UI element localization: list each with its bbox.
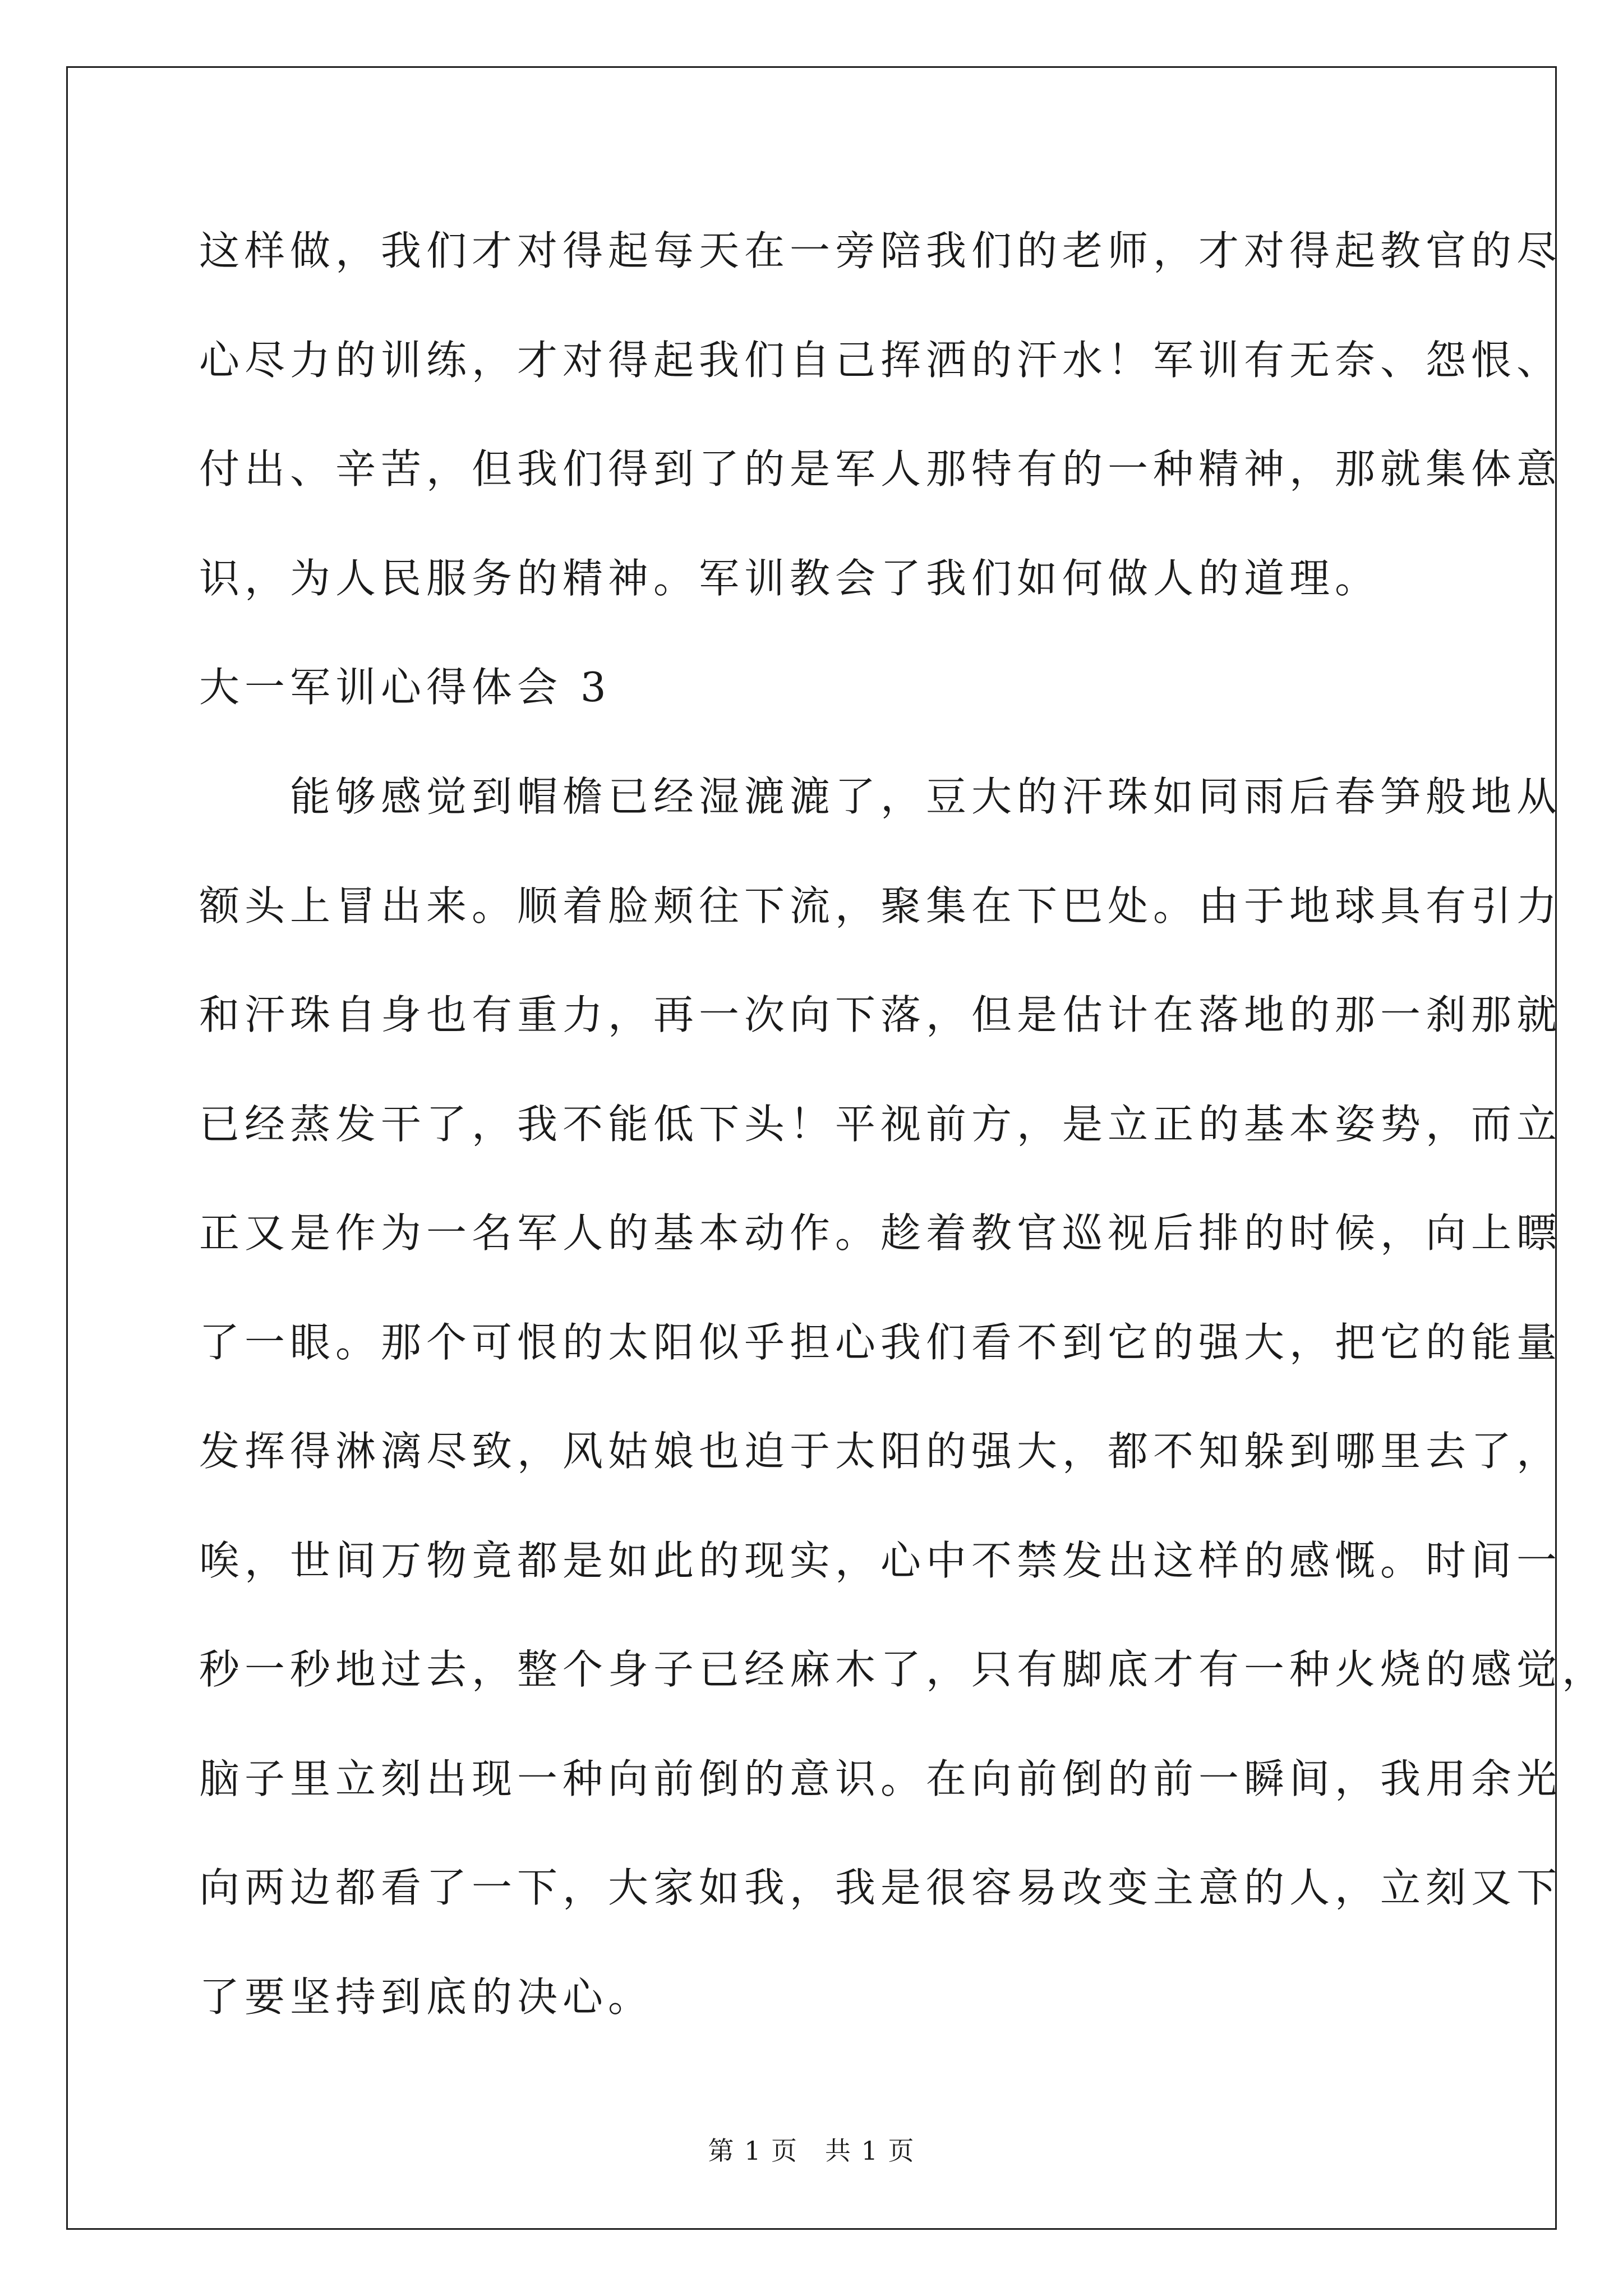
paragraph-line: 正又是作为一名军人的基本动作。趁着教官巡视后排的时候，向上瞟 bbox=[199, 1209, 1562, 1257]
paragraph-line: 付出、辛苦，但我们得到了的是军人那特有的一种精神，那就集体意 bbox=[199, 445, 1562, 493]
section-heading: 大一军训心得体会 3 bbox=[199, 664, 611, 711]
paragraph-line: 心尽力的训练，才对得起我们自己挥洒的汗水！军训有无奈、怨恨、 bbox=[199, 336, 1562, 384]
paragraph-line: 了要坚持到底的决心。 bbox=[199, 1973, 654, 2021]
body-paragraph bbox=[199, 742, 1608, 2051]
paragraph-line: 额头上冒出来。顺着脸颊往下流，聚集在下巴处。由于地球具有引力 bbox=[199, 882, 1562, 930]
paragraph-line: 这样做，我们才对得起每天在一旁陪我们的老师，才对得起教官的尽 bbox=[199, 227, 1562, 274]
paragraph-line: 和汗珠自身也有重力，再一次向下落，但是估计在落地的那一刹那就 bbox=[199, 991, 1562, 1038]
paragraph-line: 发挥得淋漓尽致，风姑娘也迫于太阳的强大，都不知躲到哪里去了， bbox=[199, 1428, 1562, 1475]
paragraph-line: 已经蒸发干了，我不能低下头！平视前方，是立正的基本姿势，而立 bbox=[199, 1100, 1562, 1148]
paragraph-line: 秒一秒地过去，整个身子已经麻木了，只有脚底才有一种火烧的感觉， bbox=[199, 1646, 1608, 1693]
paragraph-line: 能够感觉到帽檐已经湿漉漉了，豆大的汗珠如同雨后春笋般地从 bbox=[199, 773, 1562, 820]
section-heading-block bbox=[199, 633, 1433, 742]
paragraph-line: 脑子里立刻出现一种向前倒的意识。在向前倒的前一瞬间，我用余光 bbox=[199, 1755, 1562, 1802]
top-paragraph bbox=[199, 196, 1562, 633]
paragraph-line: 向两边都看了一下，大家如我，我是很容易改变主意的人，立刻又下 bbox=[199, 1864, 1562, 1911]
paragraph-line: 了一眼。那个可恨的太阳似乎担心我们看不到它的强大，把它的能量 bbox=[199, 1318, 1562, 1366]
paragraph-line: 识，为人民服务的精神。军训教会了我们如何做人的道理。 bbox=[199, 554, 1381, 602]
page-footer: 第 1 页 共 1 页 bbox=[708, 2136, 915, 2166]
paragraph-line: 唉，世间万物竟都是如此的现实，心中不禁发出这样的感慨。时间一 bbox=[199, 1536, 1562, 1584]
